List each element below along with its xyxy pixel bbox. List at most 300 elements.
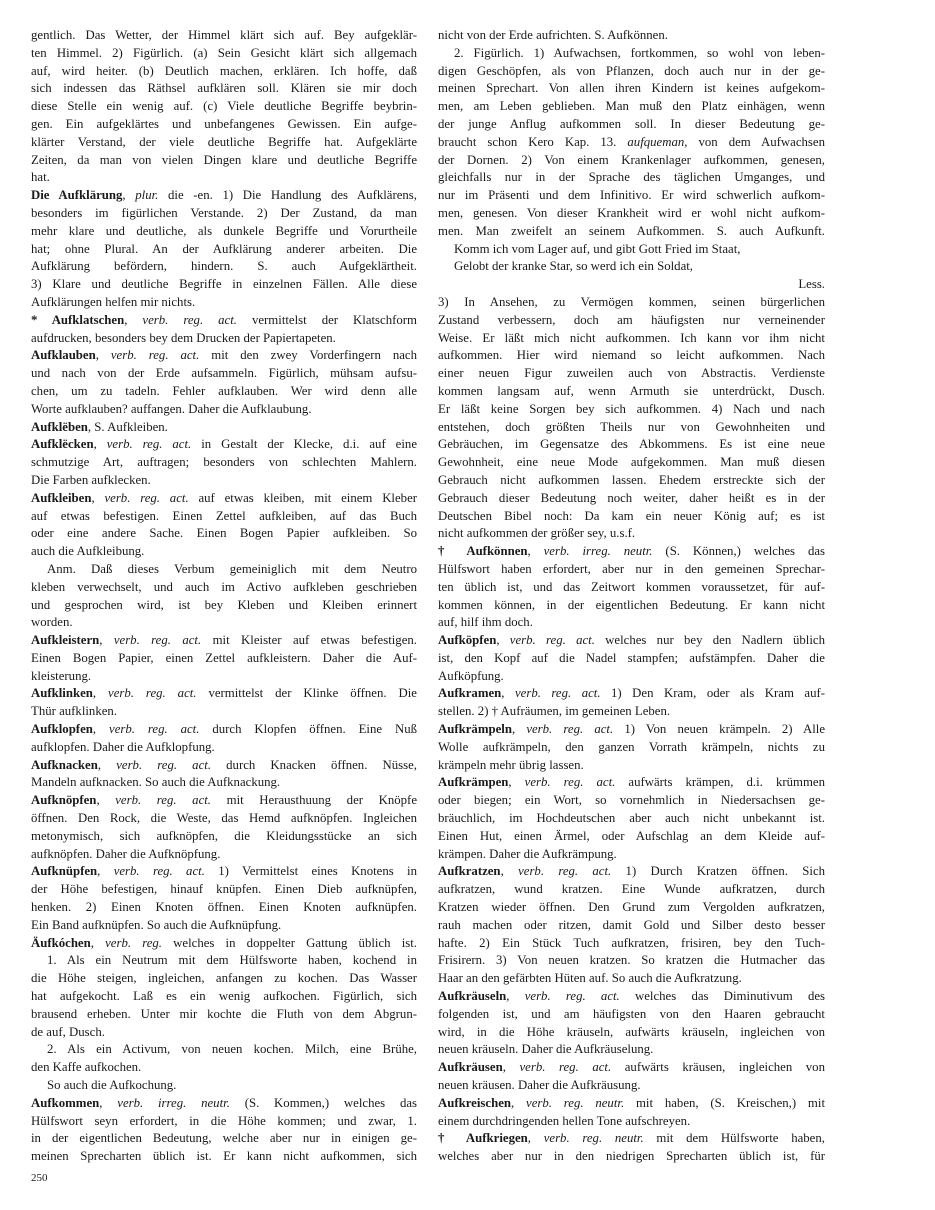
text-line [438,347,825,365]
text-line [31,223,417,241]
text-segment: Worte aufklauben? auffangen. Daher die Aufklaubung. [31,401,312,416]
text-segment: , [511,722,527,737]
text-segment: , S. Aufkleiben. [87,419,168,434]
text-line [438,774,825,792]
grammar-label: verb. reg. act. [115,793,212,808]
text-segment: in Gestalt der Klecke, d.i. auf eine [191,437,417,452]
text-segment: , [506,989,525,1004]
entry-headword: Aufklinken [31,686,93,701]
entry-headword: Aufkramen [438,686,502,701]
grammar-label: plur. [135,188,159,203]
text-segment: mit den zwey Vorderfingern nach [199,348,418,363]
text-segment: mit haben, (S. Kreischen,) mit [624,1095,825,1110]
text-segment: , [90,935,106,950]
text-segment: 1) Den Kram, oder als Kram auf- [600,686,825,701]
text-line [438,152,825,170]
text-segment: einem durchdringenden hellen Tone aufschreyen. [438,1113,691,1128]
text-segment: öffnen. Den Rock, die Weste, das Hemd aufknöpfen. Ingleichen [31,811,417,826]
text-segment: auf etwas befestigen. Einen Zettel aufkleiben, auf das Buch [31,508,417,523]
text-segment: , [92,722,110,737]
text-line [438,490,825,508]
text-segment: kleisterung. [31,668,92,683]
text-segment: rauh machen oder ritzen, damit Gold und Silber desto besser [438,917,825,932]
text-segment: der Dornen. 2) Von einem Krankenlager aufkommen, genesen, [438,152,825,167]
grammar-label: verb. irreg. neutr. [117,1095,230,1110]
text-segment: 3) In Ansehen, zu Vermögen kommen, seinen bürgerlichen [438,294,825,309]
text-line [31,241,417,259]
text-segment: klärter Verstand, der viele deutliche Begriffe hat. Aufgeklärte [31,134,417,149]
text-line [438,828,825,846]
text-line [438,1006,825,1024]
text-line [31,899,417,917]
text-line [438,276,825,294]
grammar-label: verb. reg. act. [106,437,192,452]
text-segment: mehr klare und deutliche, als dunkele Begriffe und Vorurtheile [31,223,417,238]
text-line [438,116,825,134]
text-line [31,774,417,792]
grammar-label: verb. reg. act. [524,775,616,790]
text-segment: , [527,544,544,559]
text-line [438,970,825,988]
text-line [438,988,825,1006]
text-line [438,899,825,917]
text-segment: hafte. 2) Ein Stück Tuch aufkratzen, frisiren, bey den Tuch- [438,935,825,950]
text-line [31,632,417,650]
text-line [31,347,417,365]
text-segment: welches in doppelter Gattung üblich ist. [162,935,417,950]
text-line [31,721,417,739]
text-segment: Einen Hut, einen Ärmel, oder Aufschlag an dem Kleide auf- [438,828,825,843]
text-line [31,169,417,187]
text-line [31,1059,417,1077]
text-segment: diese Stelle ein wenig auf. (c) Viele deutliche Begriffe beybrin- [31,99,417,114]
text-segment: den Kaffe aufkochen. [31,1060,142,1075]
entry-headword: Aufklopfen [31,722,93,737]
text-segment: 2. Als ein Activum, von neuen kochen. Milch, eine Brühe, [47,1042,417,1057]
entry-headword: Aufklëcken [31,437,94,452]
text-segment: die Höhe steigen, ingleichen, anfangen zu kochen. Das Wasser [31,971,417,986]
grammar-label: verb. reg. act. [113,633,202,648]
text-segment: 2. Figürlich. 1) Aufwachsen, fortkommen, so wohl von leben- [454,45,825,60]
text-line [31,401,417,419]
text-line [438,1041,825,1059]
text-line [31,988,417,1006]
text-segment: mit Herausthuung der Knöpfe [211,793,417,808]
text-segment: Ein Band aufknüpfen. So auch die Aufknüpfung. [31,917,282,932]
entry-headword: * Aufklatschen [31,312,125,327]
text-segment: Gelobt der kranke Star, so werd ich ein Soldat, [454,259,694,274]
text-segment: men. Man zweifelt an seinem Aufkommen. S. auch Aufkunft. [438,223,825,238]
text-segment: nicht aufkommen der größer sey, u.s.f. [438,526,636,541]
text-segment: mit dem Hülfsworte haben, [643,1131,825,1146]
text-line [438,561,825,579]
grammar-label: verb. reg. act. [142,312,237,327]
text-line [438,1059,825,1077]
text-line [438,846,825,864]
entry-headword: Aufkrämpeln [438,722,512,737]
text-segment: durch Knacken öffnen. Nüsse, [211,757,418,772]
text-segment: , [502,1060,520,1075]
text-line [31,187,417,205]
text-segment: 1) Vermittelst eines Knotens in [204,864,417,879]
text-line [438,597,825,615]
text-line [31,276,417,294]
text-segment: einer neuen Figur zuweilen auch von Abstractis. Verdienste [438,366,825,381]
entry-headword: Aufkreischen [438,1095,511,1110]
text-segment: welches aber nur in den niedrigen Sprecharten üblich ist, für [438,1149,825,1164]
text-segment: welches das Diminutivum des [619,989,826,1004]
text-line [31,1148,417,1166]
entry-headword: Aufkommen [31,1095,100,1110]
text-segment: Aufklärung befördern, hindern. S. auch Aufgeklärtheit. [31,259,417,274]
text-segment: Gewohnheit, eine neue Mode aufgekommen. Man muß diesen [438,455,825,470]
text-segment: vermittelst der Klatschform [236,312,417,327]
text-segment: Er läßt keine Sorgen bey sich aufkommen. 4) Nach und nach [438,401,825,416]
text-line [438,757,825,775]
text-line [438,365,825,383]
text-line [31,294,417,312]
text-segment: hat; ohne Plural. An der Aufklärung anderer arbeiten. Die [31,241,417,256]
text-segment: gentlich. Das Wetter, der Himmel klärt sich auf. Bey aufgeklär- [31,28,417,42]
text-line [438,917,825,935]
text-line [438,614,825,632]
text-line [438,258,825,276]
text-line [438,454,825,472]
text-line [438,508,825,526]
text-line [31,952,417,970]
text-segment: men, genesen. Von dieser Krankheit wird er wohl nicht aufkom- [438,205,825,220]
grammar-label: verb. irreg. neutr. [543,544,653,559]
text-segment: neuen kräuseln. Daher die Aufkräuselung. [438,1042,654,1057]
text-line [31,525,417,543]
text-line [31,846,417,864]
text-segment: , [99,1095,118,1110]
text-line [438,1077,825,1095]
grammar-label: verb. reg. act. [519,1060,612,1075]
text-segment: , [501,686,515,701]
text-line [31,330,417,348]
text-segment: metonymisch, sich aufknöpfen, die Kleidungsstücke an sich [31,828,417,843]
text-segment: Weise. Er läßt mich nicht aufkommen. Ich kann vor ihm nicht [438,330,825,345]
entry-headword: Aufkrämpen [438,775,509,790]
text-line [438,472,825,490]
grammar-label: verb. reg. neutr. [526,1095,625,1110]
text-segment: ten Himmel. 2) Figürlich. (a) Sein Gesicht klärt sich allgemach [31,45,417,60]
text-line [438,294,825,312]
entry-headword: Aufkleiben [31,490,92,505]
text-line [31,454,417,472]
text-line [31,828,417,846]
text-segment: chen, um zu tadeln. Fehler aufklauben. Wer wird denn alle [31,383,417,398]
text-segment: Zustand verbessern, doch am häufigsten nur verneinender [438,312,825,327]
page-number: 250 [31,1172,48,1184]
text-segment: nicht von der Erde aufrichten. S. Aufkönnen. [438,28,668,42]
text-line [438,205,825,223]
grammar-label: verb. reg. act. [109,722,200,737]
text-segment: , [508,775,525,790]
text-line [438,223,825,241]
text-segment: oder eine andere Sache. Einen Bogen Papier aufkleiben. So [31,526,417,541]
text-line [438,721,825,739]
text-segment: , [124,312,143,327]
text-segment: entstehen, doch größten Theils nur von Gewohnheiten und [438,419,825,434]
text-line [31,1041,417,1059]
text-segment: der Höhe befestigen, hinauf knüpfen. Einen Dieb aufknüpfen, [31,882,417,897]
grammar-label: verb. reg. act. [113,864,205,879]
text-segment: , [93,437,107,452]
text-segment: , [496,633,510,648]
text-line [31,205,417,223]
text-line [31,419,417,437]
text-line [31,1024,417,1042]
text-segment: meinen Sprecharten üblich ist. Er kann nicht aufkommen, sich [31,1149,417,1164]
entry-headword: Aufköpfen [438,633,497,648]
grammar-label: verb. reg. act. [104,490,189,505]
text-segment: mit Kleister auf etwas befestigen. [201,633,417,648]
text-line [438,1130,825,1148]
text-segment: , [122,188,136,203]
text-segment: 1) Von neuen krämpeln. 2) Alle [613,722,825,737]
text-segment: , [95,348,111,363]
text-segment: Kratzen wieder öffnen. Den Grund zum Vergolden aufkratzen, [438,900,825,915]
grammar-label: verb. reg. act. [108,686,197,701]
text-segment: oder biegen; ein Wort, so vornehmlich in Niedersachsen ge- [438,793,825,808]
text-segment: aufwärts kräusen, ingleichen von [611,1060,825,1075]
text-line [438,312,825,330]
left-column [31,27,417,1166]
text-segment: , [527,1131,544,1146]
text-line [31,792,417,810]
text-segment: gen. Ein aufgeklärtes und unbefangenes Gewissen. Ein aufge- [31,116,417,131]
text-line [438,419,825,437]
text-line [438,863,825,881]
text-segment: wird, in die Höhe kräuseln, aufwärts kräuseln, ingleichen von [438,1024,825,1039]
text-segment: , [96,793,116,808]
text-line [438,1148,825,1166]
text-segment: digen Geschöpfen, als von Pflanzen, doch auch nur in der ge- [438,63,825,78]
text-segment: 1) Durch Kratzen öffnen. Sich [611,864,826,879]
text-line [438,80,825,98]
text-segment: nur im Präsenti und dem Infinitivo. Er wird schwerlich aufkom- [438,188,825,203]
text-segment: aufdrucken, besonders bey dem Drucken der Papiertapeten. [31,330,336,345]
text-line [31,116,417,134]
text-line [438,650,825,668]
text-segment: worden. [31,615,73,630]
text-segment: ist, den Kopf auf die Nadel stampfen; aufstämpfen. Daher die [438,650,825,665]
text-line [438,525,825,543]
text-line [438,63,825,81]
text-segment: men, am Leben geblieben. Man muß den Platz einhägen, wenn [438,99,825,114]
grammar-label: verb. reg. neutr. [543,1131,644,1146]
grammar-label: aufqueman, [627,134,688,149]
text-segment: Einen Bogen Papier, einen Zettel aufkleistern. Daher die Auf- [31,650,417,665]
text-segment: Die Farben aufklecken. [31,472,151,487]
text-line [31,881,417,899]
text-segment: , [97,864,114,879]
entry-headword: Aufklëben [31,419,88,434]
text-segment: aufknöpfen. Daher die Aufknöpfung. [31,846,221,861]
text-segment: besonders im figürlichen Verstande. 2) Der Zustand, da man [31,205,417,220]
text-segment: Hülfswort seyn erfordert, in die Höhe kommen; und zwar, 1. [31,1113,417,1128]
text-segment: welches nur bey den Nadlern üblich [594,633,825,648]
text-line [31,27,417,45]
text-line [31,45,417,63]
text-line [438,792,825,810]
text-line [438,881,825,899]
text-line [438,169,825,187]
text-line [438,739,825,757]
text-segment: , [97,757,117,772]
text-line [31,703,417,721]
text-segment: auch die Aufkleibung. [31,544,145,559]
text-segment: , [91,490,105,505]
text-line [438,1113,825,1131]
text-segment: , [500,864,519,879]
text-segment: gleichfalls nur in der Sprache des täglichen Umganges, und [438,170,825,185]
text-line [438,98,825,116]
text-segment: Wolle aufkrämpeln, den ganzen Vorrath krämpeln, nichts zu [438,739,825,754]
text-line [31,739,417,757]
text-segment: und nach von der Erde aufsammeln. Figürlich, mühsam aufsu- [31,366,417,381]
text-segment: kleben verwechselt, und auch im Activo aufkleben geschrieben [31,579,417,594]
text-segment: schmutzige Art, auftragen; besonders von schlechten Mahlern. [31,455,417,470]
text-line [438,187,825,205]
text-line [438,330,825,348]
text-segment: meinen Sprechart. Von allen ihren Kindern ist keines aufgekom- [438,81,825,96]
text-segment: Anm. Daß dieses Verbum gemeiniglich mit dem Neutro [47,561,417,576]
grammar-label: verb. reg. act. [110,348,200,363]
text-line [31,258,417,276]
text-line [31,561,417,579]
text-line [31,1006,417,1024]
text-line [31,757,417,775]
text-line [438,27,825,45]
grammar-label: verb. reg. act. [526,722,614,737]
text-segment: (S. Können,) welches das [652,544,826,559]
text-segment: kommen langsam auf, wenn Armuth sie unterdrückt, Dusch. [438,383,825,398]
text-segment: hat. [31,170,50,185]
text-line [31,1130,417,1148]
text-segment: der junge Anflug aufkommen soll. In dieser Bedeutung ge- [438,116,825,131]
text-segment: und gesprochen wird, ist bey Kleben und Kleiben erinnert [31,597,417,612]
text-line [31,650,417,668]
text-line [31,597,417,615]
text-segment: Hülfswort haben erfordert, aber nur in den gemeinen Sprechar- [438,561,825,576]
text-line [31,365,417,383]
text-segment: Gebrauch dieser Bedeutung noch weiter, daher heißt es in der [438,490,825,505]
text-line [438,134,825,152]
text-line [438,810,825,828]
text-segment: Deutschen Bibel noch: Da kam ein neuer König auf; es ist [438,508,825,523]
text-segment: , [92,686,109,701]
text-segment: vermittelst der Klinke öffnen. Die [196,686,417,701]
text-line [31,810,417,828]
text-line [31,1095,417,1113]
text-line [438,436,825,454]
text-segment: hat aufgekocht. Laß es ein wenig aufkochen. Figürlich, sich [31,989,417,1004]
text-line [31,543,417,561]
text-segment: de auf, Dusch. [31,1024,105,1039]
text-line [31,63,417,81]
text-segment: 1. Als ein Neutrum mit dem Hülfsworte haben, kochend in [47,953,417,968]
text-line [31,935,417,953]
text-line [31,508,417,526]
text-line [438,632,825,650]
text-line [31,970,417,988]
grammar-label: verb. reg. act. [518,864,612,879]
text-line [31,152,417,170]
text-line [31,490,417,508]
text-segment: aufkratzen, wund kratzen. Eine Wunde aufkratzen, durch [438,882,825,897]
text-line [31,134,417,152]
text-segment: (S. Kommen,) welches das [229,1095,417,1110]
text-segment: von dem Aufwachsen [687,134,825,149]
text-segment: Gebräuchen, im Gegensatze des Abkommens. Es ist eine neue [438,437,825,452]
text-line [31,472,417,490]
text-segment: folgenden ist, und am häufigsten von den Haaren gebraucht [438,1006,825,1021]
text-line [438,1095,825,1113]
text-segment: Less. [798,277,825,292]
text-segment: neuen kräusen. Daher die Aufkräusung. [438,1078,641,1093]
text-line [31,863,417,881]
text-segment: kommen können, in der eigentlichen Bedeutung. Er kann nicht [438,597,825,612]
text-line [438,952,825,970]
entry-headword: Aufknöpfen [31,793,97,808]
text-segment: Aufköpfung. [438,668,504,683]
entry-headword: Aufkratzen [438,864,501,879]
text-segment: sich indessen das Räthsel aufklären soll. Klären sie mir doch [31,81,417,96]
entry-headword: † Aufkriegen [438,1131,528,1146]
text-segment: Mandeln aufknacken. So auch die Aufknackung. [31,775,281,790]
text-segment: brausend erheben. Unter mir kochte die Fluth von dem Abgrun- [31,1006,417,1021]
text-segment: 3) Klare und deutliche Begriffe in einzelnen Fällen. Alle diese [31,277,417,292]
text-segment: stellen. 2) † Aufräumen, im gemeinen Leben. [438,704,671,719]
text-line [438,383,825,401]
entry-headword: Die Aufklärung [31,188,123,203]
text-line [31,80,417,98]
entry-headword: Aufklauben [31,348,96,363]
text-segment: aufwärts krämpen, d.i. krümmen [615,775,825,790]
text-segment: Komm ich vom Lager auf, und gibt Gott Fried im Staat, [454,241,741,256]
text-segment: braucht schon Kero Kap. 13. [438,134,628,149]
text-segment: in der eigentlichen Bedeutung, welche aber nur in einigen ge- [31,1131,417,1146]
grammar-label: verb. reg. act. [514,686,601,701]
text-line [31,98,417,116]
text-segment: henken. 2) Einen Knoten öffnen. Einen Knoten aufknüpfen. [31,900,417,915]
text-line [31,579,417,597]
text-line [31,383,417,401]
entry-headword: Aufknüpfen [31,864,98,879]
grammar-label: verb. reg. act. [116,757,212,772]
text-segment: Haar an den gefärbten Hüten auf. So auch die Aufkratzung. [438,971,742,986]
text-segment: , [511,1095,527,1110]
entry-headword: Aufkräuseln [438,989,507,1004]
text-line [31,1077,417,1095]
text-line [438,543,825,561]
text-line [438,685,825,703]
entry-headword: Aufkleistern [31,633,100,648]
entry-headword: Äufkóchen [31,935,91,950]
text-line [438,935,825,953]
text-segment: die -en. 1) Die Handlung des Aufklärens, [158,188,417,203]
text-segment: Gebrauch nicht aufkommen lassen. Ehedem erstreckte sich der [438,472,825,487]
grammar-label: verb. reg. act. [509,633,595,648]
entry-headword: Aufkräusen [438,1060,503,1075]
text-segment: bräuchlich, im Hochdeutschen aber auch nicht unbekannt ist. [438,811,825,826]
text-line [438,668,825,686]
text-line [31,685,417,703]
text-segment: aufklopfen. Daher die Aufklopfung. [31,739,215,754]
